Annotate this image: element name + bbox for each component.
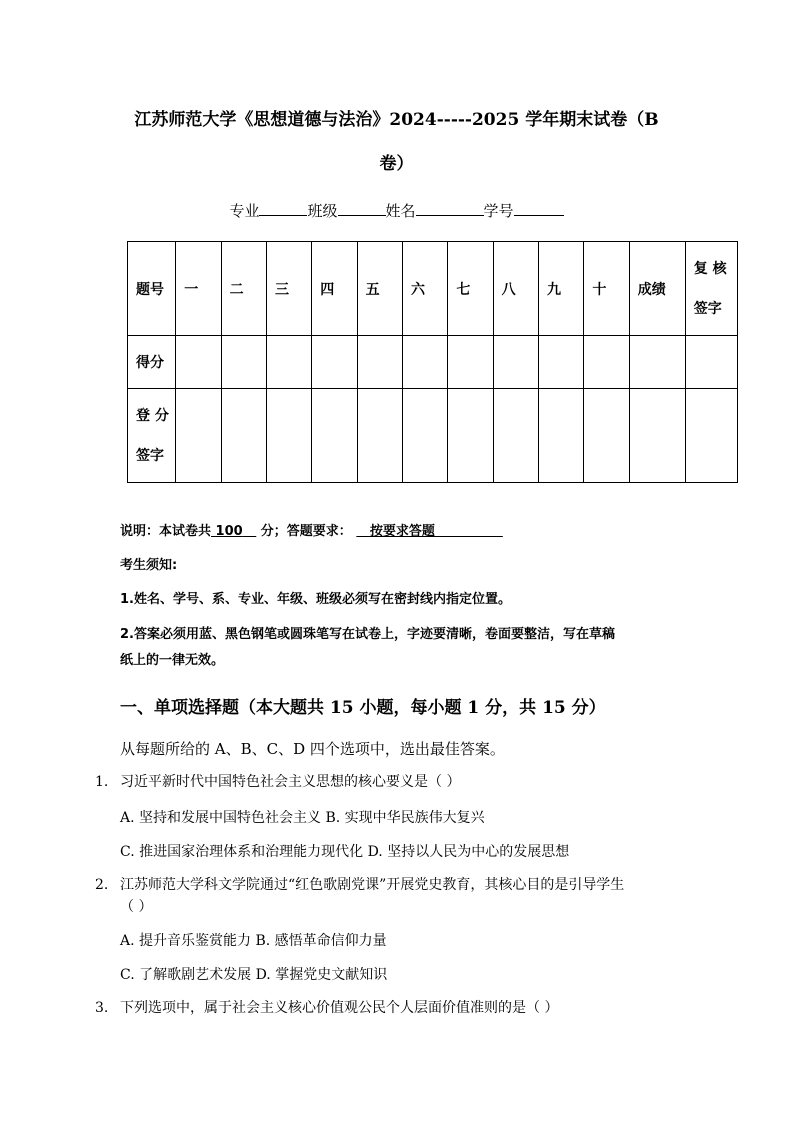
header-cell-col: 十 xyxy=(584,242,629,336)
sign-row xyxy=(128,389,738,483)
major-label: 专业 xyxy=(229,202,260,220)
score-cell[interactable] xyxy=(402,336,447,389)
header-cell-col: 四 xyxy=(312,242,357,336)
section-title: 一、单项选择题（本大题共 15 小题，每小题 1 分，共 15 分） xyxy=(120,698,606,718)
total-score: 100 xyxy=(215,524,243,539)
sign-cell[interactable] xyxy=(176,389,221,483)
score-cell[interactable] xyxy=(357,336,402,389)
sign-cell[interactable] xyxy=(357,389,402,483)
desc-prefix: 说明：本试卷共 xyxy=(120,524,212,539)
desc-mid: 分；答题要求： xyxy=(260,524,352,539)
score-cell[interactable] xyxy=(629,336,685,389)
header-cell-question-no: 题号 xyxy=(128,242,176,336)
score-table-header-row xyxy=(128,242,738,336)
header-cell-col: 二 xyxy=(221,242,266,336)
score-cell[interactable] xyxy=(685,336,737,389)
question-1-options-cd[interactable]: C. 推进国家治理体系和治理能力现代化 D. 坚持以人民为中心的发展思想 xyxy=(120,844,570,860)
header-cell-col: 六 xyxy=(402,242,447,336)
sign-row-label xyxy=(128,389,176,483)
sign-cell[interactable] xyxy=(402,389,447,483)
header-cell-review xyxy=(685,242,737,336)
score-cell[interactable] xyxy=(584,336,629,389)
notice-item-2-line2: 纸上的一律无效。 xyxy=(120,653,225,668)
question-text: 习近平新时代中国特色社会主义思想的核心要义是（ ） xyxy=(120,774,461,790)
review-line2: 签字 xyxy=(693,300,722,317)
class-blank[interactable] xyxy=(338,200,386,216)
score-row xyxy=(128,336,738,389)
question-number: 3. xyxy=(95,1000,109,1016)
sign-line2: 签字 xyxy=(136,447,164,464)
major-blank[interactable] xyxy=(259,200,307,216)
sign-cell[interactable] xyxy=(685,389,737,483)
sign-line1: 登 分 xyxy=(136,407,169,424)
class-label: 班级 xyxy=(307,202,338,220)
sign-cell[interactable] xyxy=(448,389,493,483)
question-text: 下列选项中，属于社会主义核心价值观公民个人层面价值准则的是（ ） xyxy=(120,1000,559,1016)
answer-requirement: 按要求答题 xyxy=(369,524,435,539)
question-2 xyxy=(95,874,675,918)
score-cell[interactable] xyxy=(448,336,493,389)
question-3 xyxy=(95,997,675,1019)
notice-item-2-line1: 2.答案必须用蓝、黑色钢笔或圆珠笔写在试卷上，字迹要清晰，卷面要整洁，写在草稿 xyxy=(120,627,615,642)
exam-title-line2: 卷） xyxy=(379,154,414,174)
notice-item-1: 1.姓名、学号、系、专业、年级、班级必须写在密封线内指定位置。 xyxy=(120,592,511,607)
header-cell-total: 成绩 xyxy=(629,242,685,336)
exam-title-line1: 江苏师范大学《思想道德与法治》2024-----2025 学年期末试卷（B xyxy=(134,110,659,130)
header-cell-col: 五 xyxy=(357,242,402,336)
question-2-options-cd[interactable]: C. 了解歌剧艺术发展 D. 掌握党史文献知识 xyxy=(120,967,388,983)
header-cell-col: 八 xyxy=(493,242,538,336)
question-number: 2. xyxy=(95,877,109,893)
sign-cell[interactable] xyxy=(629,389,685,483)
header-cell-col: 七 xyxy=(448,242,493,336)
score-row-label: 得分 xyxy=(128,336,176,389)
exam-description xyxy=(120,520,680,544)
sign-cell[interactable] xyxy=(539,389,584,483)
id-blank[interactable] xyxy=(514,200,564,216)
exam-notes xyxy=(120,520,680,674)
question-number: 1. xyxy=(95,774,109,790)
notice-item-2 xyxy=(120,622,680,674)
name-label: 姓名 xyxy=(385,202,416,220)
section-instruction: 从每题所给的 A、B、C、D 四个选项中，选出最佳答案。 xyxy=(120,740,505,758)
sign-cell[interactable] xyxy=(266,389,311,483)
score-cell[interactable] xyxy=(312,336,357,389)
review-line1: 复 核 xyxy=(693,260,727,277)
question-1-options-ab[interactable]: A. 坚持和发展中国特色社会主义 B. 实现中华民族伟大复兴 xyxy=(120,810,485,826)
question-1 xyxy=(95,771,675,793)
score-cell[interactable] xyxy=(176,336,221,389)
header-cell-col: 一 xyxy=(176,242,221,336)
header-cell-col: 三 xyxy=(266,242,311,336)
score-cell[interactable] xyxy=(539,336,584,389)
sign-cell[interactable] xyxy=(584,389,629,483)
sign-cell[interactable] xyxy=(221,389,266,483)
exam-title xyxy=(100,98,693,186)
student-info-line xyxy=(0,200,793,221)
score-table xyxy=(127,241,738,483)
name-blank[interactable] xyxy=(416,200,484,216)
score-cell[interactable] xyxy=(221,336,266,389)
header-cell-col: 九 xyxy=(539,242,584,336)
id-label: 学号 xyxy=(483,202,514,220)
question-2-options-ab[interactable]: A. 提升音乐鉴赏能力 B. 感悟革命信仰力量 xyxy=(120,933,387,949)
score-cell[interactable] xyxy=(493,336,538,389)
notice-title: 考生须知: xyxy=(120,558,178,573)
score-cell[interactable] xyxy=(266,336,311,389)
question-text: 江苏师范大学科文学院通过“红色歌剧党课”开展党史教育，其核心目的是引导学生 xyxy=(120,877,625,893)
sign-cell[interactable] xyxy=(493,389,538,483)
sign-cell[interactable] xyxy=(312,389,357,483)
question-text-line2: （ ） xyxy=(120,899,153,915)
